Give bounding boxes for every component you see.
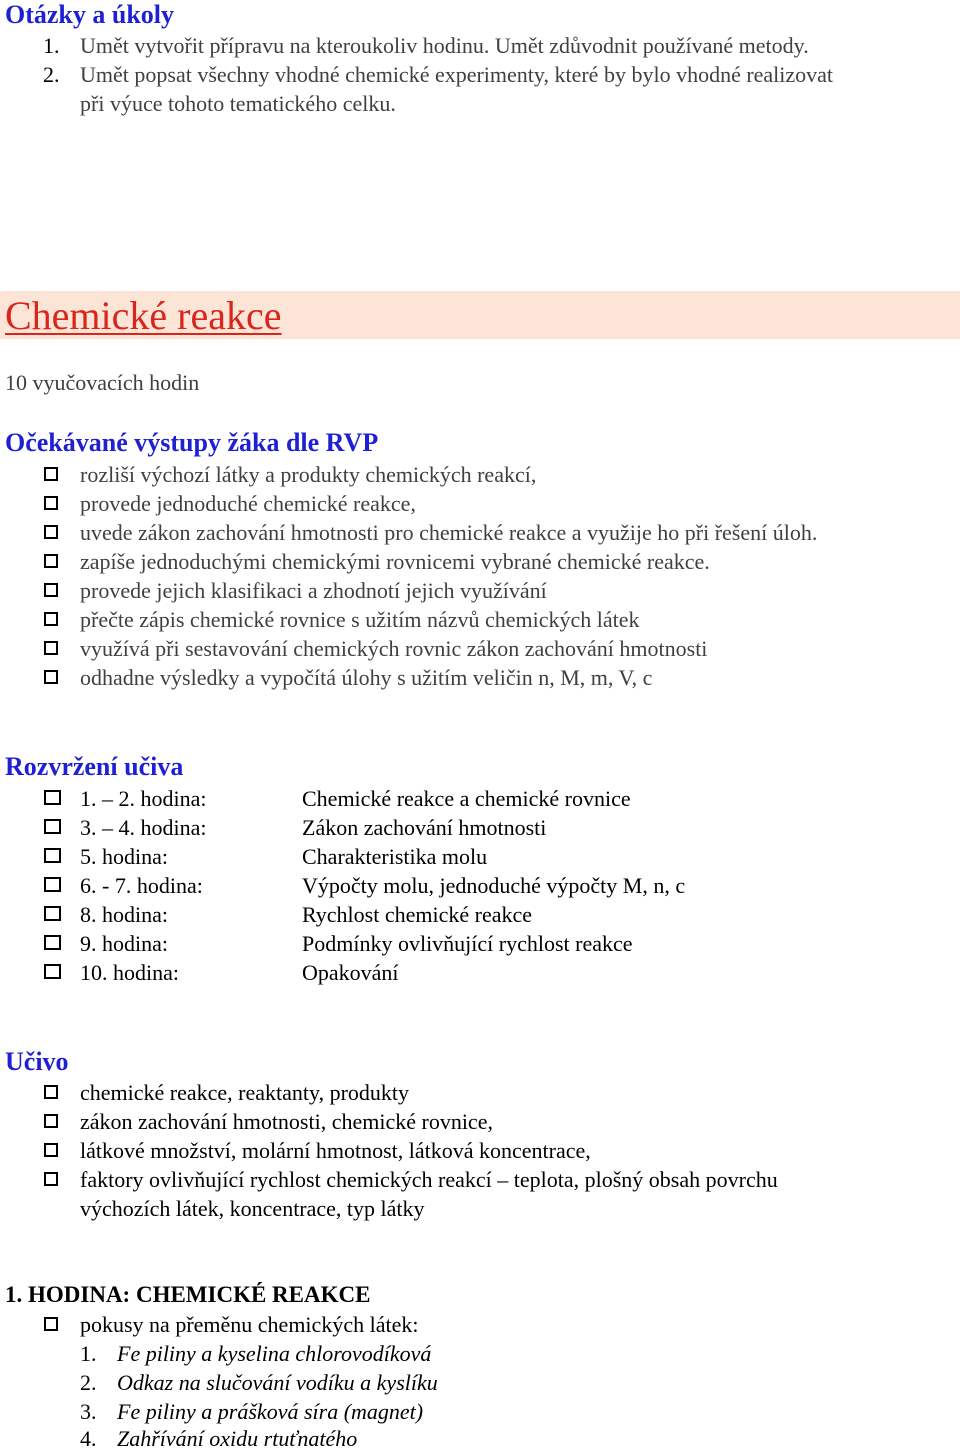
experiment-text: Fe piliny a kyselina chlorovodíková xyxy=(117,1341,432,1366)
schedule-topic: Rychlost chemické reakce xyxy=(302,902,533,927)
vystup-item: provede jednoduché chemické reakce, xyxy=(80,491,416,516)
otazky-num-1: 1. xyxy=(43,33,60,58)
otazky-item-2-line-2: při výuce tohoto tematického celku. xyxy=(80,91,396,116)
schedule-topic: Výpočty molu, jednoduché výpočty M, n, c xyxy=(302,873,686,898)
vystup-item: rozliší výchozí látky a produkty chemických reakcí, xyxy=(80,462,537,487)
checkbox-icon xyxy=(44,1085,58,1099)
vystup-item: uvede zákon zachování hmotnosti pro chemické reakce a využije ho při řešení úloh. xyxy=(80,520,818,545)
otazky-heading: Otázky a úkoly xyxy=(5,0,175,29)
checkbox-icon xyxy=(44,964,61,979)
checkbox-icon xyxy=(44,877,61,892)
schedule-hour: 9. hodina: xyxy=(80,931,168,956)
chapter-hours: 10 vyučovacích hodin xyxy=(5,370,200,395)
hodina1-heading: 1. HODINA: CHEMICKÉ REAKCE xyxy=(5,1282,371,1307)
vystup-item: využívá při sestavování chemických rovnic zákon zachování hmotnosti xyxy=(80,636,708,661)
chapter-title: Chemické reakce xyxy=(5,293,282,338)
schedule-hour: 3. – 4. hodina: xyxy=(80,815,207,840)
vystup-item: zapíše jednoduchými chemickými rovnicemi vybrané chemické reakce. xyxy=(80,549,710,574)
otazky-num-2: 2. xyxy=(43,62,60,87)
checkbox-icon xyxy=(44,819,61,834)
schedule-hour: 1. – 2. hodina: xyxy=(80,786,207,811)
schedule-hour: 8. hodina: xyxy=(80,902,168,927)
experiment-num: 4. xyxy=(80,1426,97,1451)
schedule-hour: 6. - 7. hodina: xyxy=(80,873,203,898)
schedule-topic: Charakteristika molu xyxy=(302,844,488,869)
checkbox-icon xyxy=(44,1172,58,1186)
checkbox-icon xyxy=(44,790,61,805)
ucivo-item: látkové množství, molární hmotnost, látková koncentrace, xyxy=(80,1138,591,1163)
rozvrzeni-heading: Rozvržení učiva xyxy=(5,752,184,781)
checkbox-icon xyxy=(44,525,58,539)
checkbox-icon xyxy=(44,612,58,626)
checkbox-icon xyxy=(44,1114,58,1128)
ucivo-item: faktory ovlivňující rychlost chemických reakcí – teplota, plošný obsah povrchu xyxy=(80,1167,778,1192)
vystup-item: odhadne výsledky a vypočítá úlohy s užitím veličin n, M, m, V, c xyxy=(80,665,653,690)
experiment-num: 3. xyxy=(80,1399,97,1424)
checkbox-icon xyxy=(44,670,58,684)
experiment-num: 2. xyxy=(80,1370,97,1395)
experiment-text: Fe piliny a prášková síra (magnet) xyxy=(117,1399,424,1424)
schedule-topic: Podmínky ovlivňující rychlost reakce xyxy=(302,931,633,956)
vystup-item: přečte zápis chemické rovnice s užitím názvů chemických látek xyxy=(80,607,640,632)
checkbox-icon xyxy=(44,1143,58,1157)
experiment-text: Zahřívání oxidu rtuťnatého xyxy=(117,1426,358,1451)
checkbox-icon xyxy=(44,1317,58,1331)
schedule-hour: 5. hodina: xyxy=(80,844,168,869)
schedule-hour: 10. hodina: xyxy=(80,960,179,985)
checkbox-icon xyxy=(44,583,58,597)
schedule-topic: Chemické reakce a chemické rovnice xyxy=(302,786,631,811)
otazky-item-2-line-1: Umět popsat všechny vhodné chemické experimenty, které by bylo vhodné realizovat xyxy=(80,62,834,87)
experiment-text: Odkaz na slučování vodíku a kyslíku xyxy=(117,1370,438,1395)
vystup-item: provede jejich klasifikaci a zhodnotí jejich využívání xyxy=(80,578,547,603)
ucivo-item-continuation: výchozích látek, koncentrace, typ látky xyxy=(80,1196,425,1221)
otazky-item-1-line-1: Umět vytvořit přípravu na kteroukoliv hodinu. Umět zdůvodnit používané metody. xyxy=(80,33,809,58)
experiment-num: 1. xyxy=(80,1341,97,1366)
ucivo-heading: Učivo xyxy=(5,1047,69,1076)
checkbox-icon xyxy=(44,467,58,481)
vystupy-heading: Očekávané výstupy žáka dle RVP xyxy=(5,428,379,457)
checkbox-icon xyxy=(44,554,58,568)
schedule-topic: Opakování xyxy=(302,960,399,985)
ucivo-item: chemické reakce, reaktanty, produkty xyxy=(80,1080,410,1105)
hodina1-bullet: pokusy na přeměnu chemických látek: xyxy=(80,1312,419,1337)
checkbox-icon xyxy=(44,935,61,950)
checkbox-icon xyxy=(44,906,61,921)
checkbox-icon xyxy=(44,848,61,863)
ucivo-item: zákon zachování hmotnosti, chemické rovnice, xyxy=(80,1109,493,1134)
checkbox-icon xyxy=(44,641,58,655)
checkbox-icon xyxy=(44,496,58,510)
schedule-topic: Zákon zachování hmotnosti xyxy=(302,815,547,840)
